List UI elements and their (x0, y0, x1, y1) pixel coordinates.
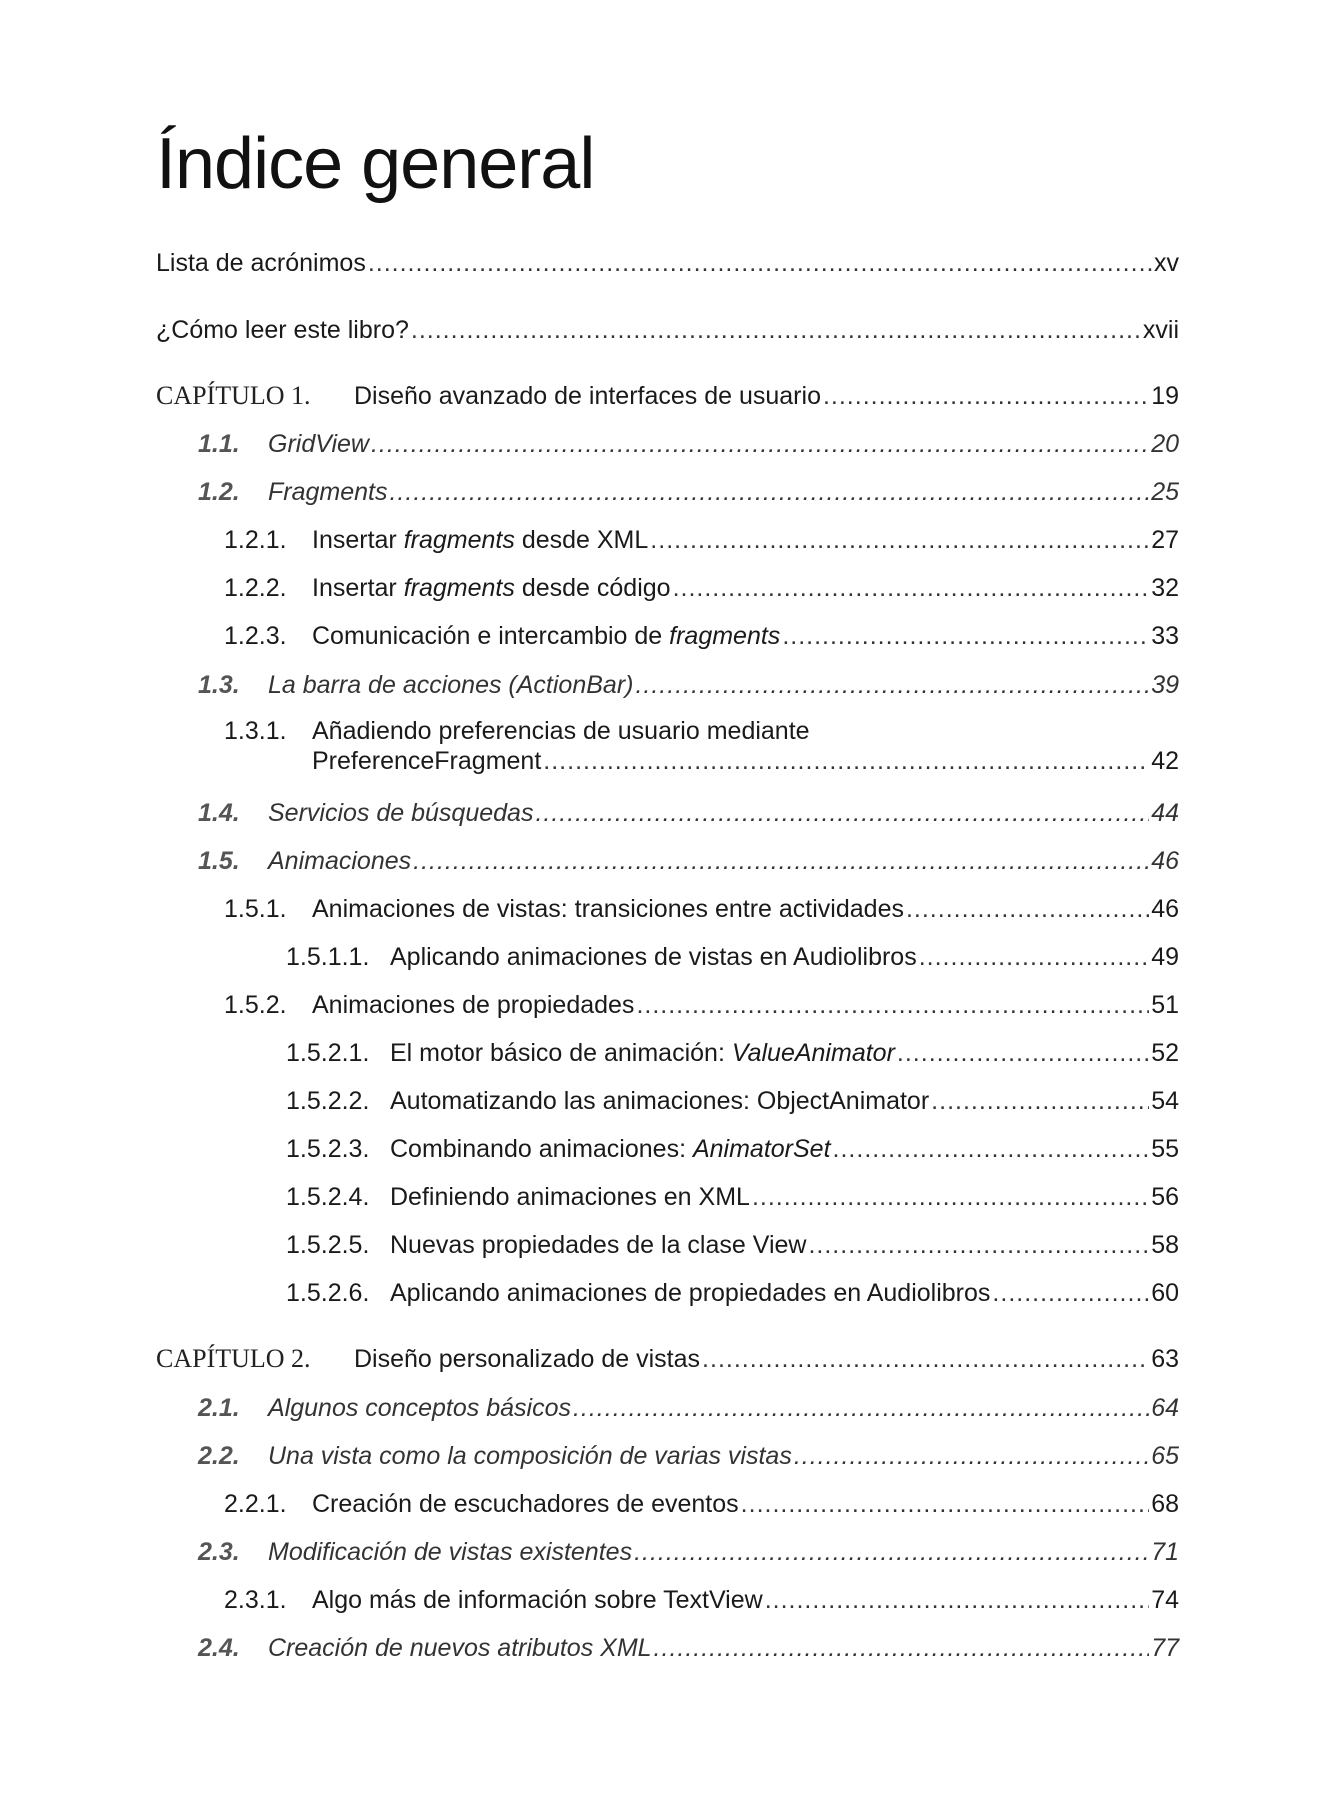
toc-entry-text: Modificación de vistas existentes (268, 1538, 633, 1566)
toc-leader-dots (931, 1083, 1149, 1119)
toc-chapter-1[interactable] (156, 378, 1179, 414)
toc-leader-dots (741, 1486, 1150, 1522)
toc-section-2-4[interactable] (198, 1630, 1179, 1666)
toc-section-2-1[interactable] (198, 1390, 1179, 1426)
toc-page-number: 39 (1151, 671, 1179, 699)
toc-page-number: 56 (1151, 1183, 1179, 1211)
toc-entry-text: Una vista como la composición de varias vistas (268, 1442, 792, 1470)
toc-section-2-3[interactable] (198, 1534, 1179, 1570)
toc-subsection-2-2-1[interactable] (224, 1486, 1179, 1522)
toc-entry-text: Comunicación e intercambio de fragments (312, 622, 781, 650)
toc-leader-dots (411, 312, 1141, 348)
toc-chapter-2[interactable] (156, 1341, 1179, 1377)
toc-leader-dots (371, 426, 1149, 462)
toc-page-number: 46 (1151, 847, 1179, 875)
subsection-number: 1.2.2. (224, 574, 287, 602)
toc-leader-dots (808, 1227, 1149, 1263)
toc-page-number: 64 (1151, 1394, 1179, 1422)
toc-page-number: 46 (1151, 895, 1179, 923)
subsubsection-number: 1.5.2.5. (286, 1231, 370, 1259)
toc-page-number: xv (1154, 249, 1179, 277)
toc-entry-text: Insertar fragments desde código (312, 574, 671, 602)
toc-leader-dots (573, 1390, 1149, 1426)
chapter-number: CAPÍTULO 1. (156, 381, 311, 410)
toc-page-number: 63 (1151, 1345, 1179, 1373)
toc-leader-dots (535, 795, 1149, 831)
toc-leader-dots (635, 667, 1149, 703)
section-number: 1.2. (198, 478, 240, 506)
toc-entry-text: Animaciones de vistas: transiciones entre actividades (312, 895, 904, 923)
section-number: 2.2. (198, 1442, 240, 1470)
toc-page-number: 32 (1151, 574, 1179, 602)
subsection-number: 1.5.2. (224, 991, 287, 1019)
toc-entry-text: Servicios de búsquedas (268, 799, 534, 827)
toc-entry-text: GridView (268, 430, 369, 458)
toc-entry-text: Insertar fragments desde XML (312, 526, 649, 554)
toc-leader-dots (673, 570, 1150, 606)
toc-page-number: 33 (1151, 622, 1179, 650)
subsection-number: 1.5.1. (224, 895, 287, 923)
subsubsection-number: 1.5.1.1. (286, 943, 370, 971)
toc-leader-dots (782, 618, 1149, 654)
toc-entry-text: Algunos conceptos básicos (268, 1394, 571, 1422)
toc-page-number: 27 (1151, 526, 1179, 554)
toc-subsection-1-5-2[interactable] (224, 987, 1179, 1023)
toc-page-number: 25 (1151, 478, 1179, 506)
toc-section-2-2[interactable] (198, 1438, 1179, 1474)
toc-subsection-2-3-1[interactable] (224, 1582, 1179, 1618)
toc-page-number: 77 (1151, 1634, 1179, 1662)
toc-entry-acronyms[interactable] (156, 245, 1179, 281)
toc-entry-text: Diseño personalizado de vistas (354, 1345, 701, 1373)
toc-subsubsection-1-5-2-6[interactable] (286, 1275, 1179, 1311)
toc-page-number: 42 (1151, 747, 1179, 775)
subsection-number: 1.2.3. (224, 622, 287, 650)
toc-entry-text: Combinando animaciones: AnimatorSet (390, 1135, 831, 1163)
toc-subsection-1-2-3[interactable] (224, 618, 1179, 654)
toc-page-number: 60 (1151, 1279, 1179, 1307)
toc-subsection-1-2-2[interactable] (224, 570, 1179, 606)
toc-section-1-4[interactable] (198, 795, 1179, 831)
toc-page-number: xvii (1142, 316, 1179, 344)
toc-entry-text: Definiendo animaciones en XML (390, 1183, 750, 1211)
chapter-number: CAPÍTULO 2. (156, 1344, 311, 1373)
section-number: 2.4. (198, 1634, 240, 1662)
toc-entry-text: Añadiendo preferencias de usuario mediante (312, 717, 810, 745)
toc-leader-dots (368, 245, 1152, 281)
toc-page-number: 54 (1151, 1087, 1179, 1115)
subsection-number: 1.3.1. (224, 717, 287, 745)
toc-page-number: 68 (1151, 1490, 1179, 1518)
toc-entry-text: Animaciones de propiedades (312, 991, 635, 1019)
toc-leader-dots (897, 1035, 1149, 1071)
toc-subsection-1-3-1-continuation[interactable] (312, 743, 1179, 779)
toc-subsubsection-1-5-2-2[interactable] (286, 1083, 1179, 1119)
subsubsection-number: 1.5.2.4. (286, 1183, 370, 1211)
toc-page-number: 58 (1151, 1231, 1179, 1259)
toc-leader-dots (702, 1341, 1149, 1377)
toc-entry-text: Fragments (268, 478, 388, 506)
subsubsection-number: 1.5.2.6. (286, 1279, 370, 1307)
toc-leader-dots (833, 1131, 1150, 1167)
toc-page-number: 20 (1151, 430, 1179, 458)
toc-leader-dots (634, 1534, 1149, 1570)
section-number: 1.4. (198, 799, 240, 827)
toc-leader-dots (765, 1582, 1149, 1618)
toc-page-number: 49 (1151, 943, 1179, 971)
toc-page-number: 55 (1151, 1135, 1179, 1163)
toc-leader-dots (823, 378, 1149, 414)
subsection-number: 2.3.1. (224, 1586, 287, 1614)
toc-entry-text: El motor básico de animación: ValueAnimator (390, 1039, 895, 1067)
subsubsection-number: 1.5.2.1. (286, 1039, 370, 1067)
toc-leader-dots (794, 1438, 1149, 1474)
toc-entry-text: Lista de acrónimos (156, 249, 366, 277)
toc-entry-text: Diseño avanzado de interfaces de usuario (354, 382, 821, 410)
subsection-number: 2.2.1. (224, 1490, 287, 1518)
section-number: 2.3. (198, 1538, 240, 1566)
toc-entry-text: Animaciones (268, 847, 412, 875)
toc-page-number: 65 (1151, 1442, 1179, 1470)
toc-page-number: 52 (1151, 1039, 1179, 1067)
toc-leader-dots (543, 743, 1149, 779)
toc-entry-text: ¿Cómo leer este libro? (156, 316, 409, 344)
toc-section-1-5[interactable] (198, 843, 1179, 879)
toc-section-1-2[interactable] (198, 474, 1179, 510)
toc-page-number: 74 (1151, 1586, 1179, 1614)
section-number: 1.3. (198, 671, 240, 699)
section-number: 2.1. (198, 1394, 240, 1422)
toc-page-number: 19 (1151, 382, 1179, 410)
toc-section-1-1[interactable] (198, 426, 1179, 462)
toc-entry-text: Creación de nuevos atributos XML (268, 1634, 652, 1662)
toc-subsection-1-5-1[interactable] (224, 891, 1179, 927)
toc-entry-text: Algo más de información sobre TextView (312, 1586, 763, 1614)
toc-leader-dots (650, 522, 1149, 558)
toc-subsubsection-1-5-2-1[interactable] (286, 1035, 1179, 1071)
toc-entry-text: La barra de acciones (ActionBar) (268, 671, 634, 699)
toc-leader-dots (992, 1275, 1149, 1311)
toc-entry-text: Creación de escuchadores de eventos (312, 1490, 739, 1518)
toc-subsubsection-1-5-1-1[interactable] (286, 939, 1179, 975)
toc-subsubsection-1-5-2-5[interactable] (286, 1227, 1179, 1263)
toc-subsubsection-1-5-2-3[interactable] (286, 1131, 1179, 1167)
toc-entry-text-continued: PreferenceFragment (312, 747, 542, 775)
toc-page-number: 71 (1151, 1538, 1179, 1566)
section-number: 1.1. (198, 430, 240, 458)
toc-leader-dots (919, 939, 1149, 975)
subsection-number: 1.2.1. (224, 526, 287, 554)
toc-entry-text: Automatizando las animaciones: ObjectAnimator (390, 1087, 930, 1115)
toc-leader-dots (413, 843, 1149, 879)
toc-page-number: 44 (1151, 799, 1179, 827)
toc-subsubsection-1-5-2-4[interactable] (286, 1179, 1179, 1215)
toc-leader-dots (389, 474, 1149, 510)
toc-entry-text: Nuevas propiedades de la clase View (390, 1231, 807, 1259)
toc-leader-dots (654, 1630, 1150, 1666)
toc-entry-text: Aplicando animaciones de propiedades en Audiolibros (390, 1279, 991, 1307)
subsubsection-number: 1.5.2.3. (286, 1135, 370, 1163)
toc-section-1-3[interactable] (198, 667, 1179, 703)
toc-leader-dots (906, 891, 1149, 927)
toc-entry-text: Aplicando animaciones de vistas en Audiolibros (390, 943, 917, 971)
toc-entry-how-to-read[interactable] (156, 312, 1179, 348)
toc-subsection-1-2-1[interactable] (224, 522, 1179, 558)
toc-leader-dots (636, 987, 1149, 1023)
page-title: Índice general (156, 124, 595, 204)
toc-page-number: 51 (1151, 991, 1179, 1019)
toc-leader-dots (752, 1179, 1149, 1215)
section-number: 1.5. (198, 847, 240, 875)
subsubsection-number: 1.5.2.2. (286, 1087, 370, 1115)
